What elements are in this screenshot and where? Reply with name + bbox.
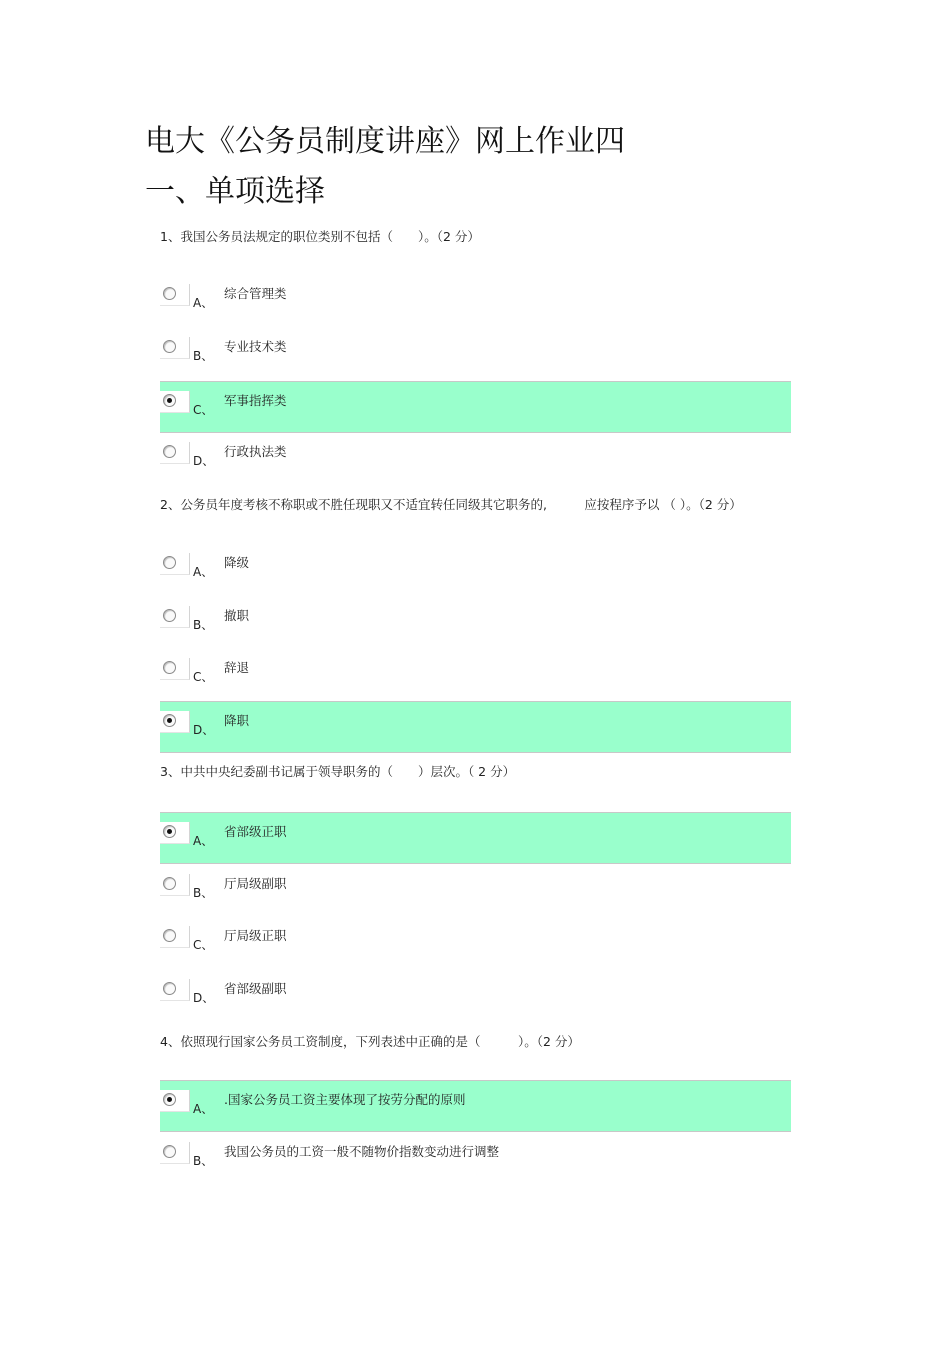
option-text: 综合管理类 <box>224 286 287 301</box>
answer-option[interactable] <box>160 275 791 327</box>
option-letter: A、 <box>193 565 214 579</box>
answer-option[interactable] <box>160 865 791 917</box>
radio-frame <box>160 284 190 306</box>
radio-frame <box>160 711 190 733</box>
option-letter: A、 <box>193 1102 214 1116</box>
question-text: 2、公务员年度考核不称职或不胜任现职又不适宜转任同级其它职务的, 应按程序予以 （ ）。（2 分） <box>160 497 742 512</box>
option-text: 撤职 <box>224 608 250 623</box>
answer-option[interactable] <box>160 597 791 649</box>
option-letter: C、 <box>193 670 214 684</box>
option-text: .国家公务员工资主要体现了按劳分配的原则 <box>224 1092 466 1107</box>
document-title: 电大《公务员制度讲座》网上作业四 <box>145 124 625 159</box>
option-text: 厅局级正职 <box>224 928 287 943</box>
option-letter: A、 <box>193 296 214 310</box>
answer-option[interactable] <box>160 1080 791 1132</box>
radio-checked-icon[interactable] <box>163 1093 176 1106</box>
option-letter: D、 <box>193 454 215 468</box>
option-text: 行政执法类 <box>224 444 287 459</box>
option-letter: C、 <box>193 938 214 952</box>
option-letter: D、 <box>193 723 215 737</box>
answer-option[interactable] <box>160 649 791 701</box>
radio-dot-icon <box>167 398 172 403</box>
radio-checked-icon[interactable] <box>163 714 176 727</box>
section-heading: 一、单项选择 <box>145 174 325 209</box>
answer-option[interactable] <box>160 433 791 485</box>
option-letter: D、 <box>193 991 215 1005</box>
answer-option[interactable] <box>160 381 791 433</box>
question-text: 1、我国公务员法规定的职位类别不包括（ ）。（2 分） <box>160 229 480 244</box>
radio-unchecked-icon[interactable] <box>163 661 176 674</box>
radio-unchecked-icon[interactable] <box>163 556 176 569</box>
option-text: 军事指挥类 <box>224 393 287 408</box>
option-letter: B、 <box>193 618 214 632</box>
option-text: 降职 <box>224 713 250 728</box>
option-text: 辞退 <box>224 660 250 675</box>
radio-frame <box>160 1090 190 1112</box>
radio-unchecked-icon[interactable] <box>163 877 176 890</box>
option-text: 省部级正职 <box>224 824 287 839</box>
radio-checked-icon[interactable] <box>163 825 176 838</box>
radio-dot-icon <box>167 1097 172 1102</box>
answer-option[interactable] <box>160 544 791 596</box>
answer-option[interactable] <box>160 917 791 969</box>
option-text: 省部级副职 <box>224 981 287 996</box>
option-text: 降级 <box>224 555 250 570</box>
radio-unchecked-icon[interactable] <box>163 445 176 458</box>
question-text: 4、依照现行国家公务员工资制度，下列表述中正确的是（ ）。（2 分） <box>160 1034 580 1049</box>
radio-frame <box>160 822 190 844</box>
radio-dot-icon <box>167 829 172 834</box>
option-text: 厅局级副职 <box>224 876 287 891</box>
radio-frame <box>160 391 190 413</box>
radio-checked-icon[interactable] <box>163 394 176 407</box>
radio-dot-icon <box>167 718 172 723</box>
option-text: 专业技术类 <box>224 339 287 354</box>
radio-unchecked-icon[interactable] <box>163 929 176 942</box>
answer-option[interactable] <box>160 1133 791 1185</box>
option-letter: A、 <box>193 834 214 848</box>
radio-frame <box>160 553 190 575</box>
radio-unchecked-icon[interactable] <box>163 1145 176 1158</box>
radio-unchecked-icon[interactable] <box>163 982 176 995</box>
radio-frame <box>160 926 190 948</box>
radio-frame <box>160 979 190 1001</box>
radio-frame <box>160 874 190 896</box>
question-text: 3、中共中央纪委副书记属于领导职务的（ ）层次。（ 2 分） <box>160 764 516 779</box>
option-letter: C、 <box>193 403 214 417</box>
answer-option[interactable] <box>160 812 791 864</box>
option-text: 我国公务员的工资一般不随物价指数变动进行调整 <box>224 1144 500 1159</box>
option-letter: B、 <box>193 1154 214 1168</box>
option-letter: B、 <box>193 349 214 363</box>
radio-frame <box>160 606 190 628</box>
radio-unchecked-icon[interactable] <box>163 609 176 622</box>
radio-frame <box>160 337 190 359</box>
radio-frame <box>160 1142 190 1164</box>
radio-unchecked-icon[interactable] <box>163 287 176 300</box>
answer-option[interactable] <box>160 328 791 380</box>
radio-frame <box>160 658 190 680</box>
radio-frame <box>160 442 190 464</box>
radio-unchecked-icon[interactable] <box>163 340 176 353</box>
option-letter: B、 <box>193 886 214 900</box>
answer-option[interactable] <box>160 701 791 753</box>
answer-option[interactable] <box>160 970 791 1022</box>
